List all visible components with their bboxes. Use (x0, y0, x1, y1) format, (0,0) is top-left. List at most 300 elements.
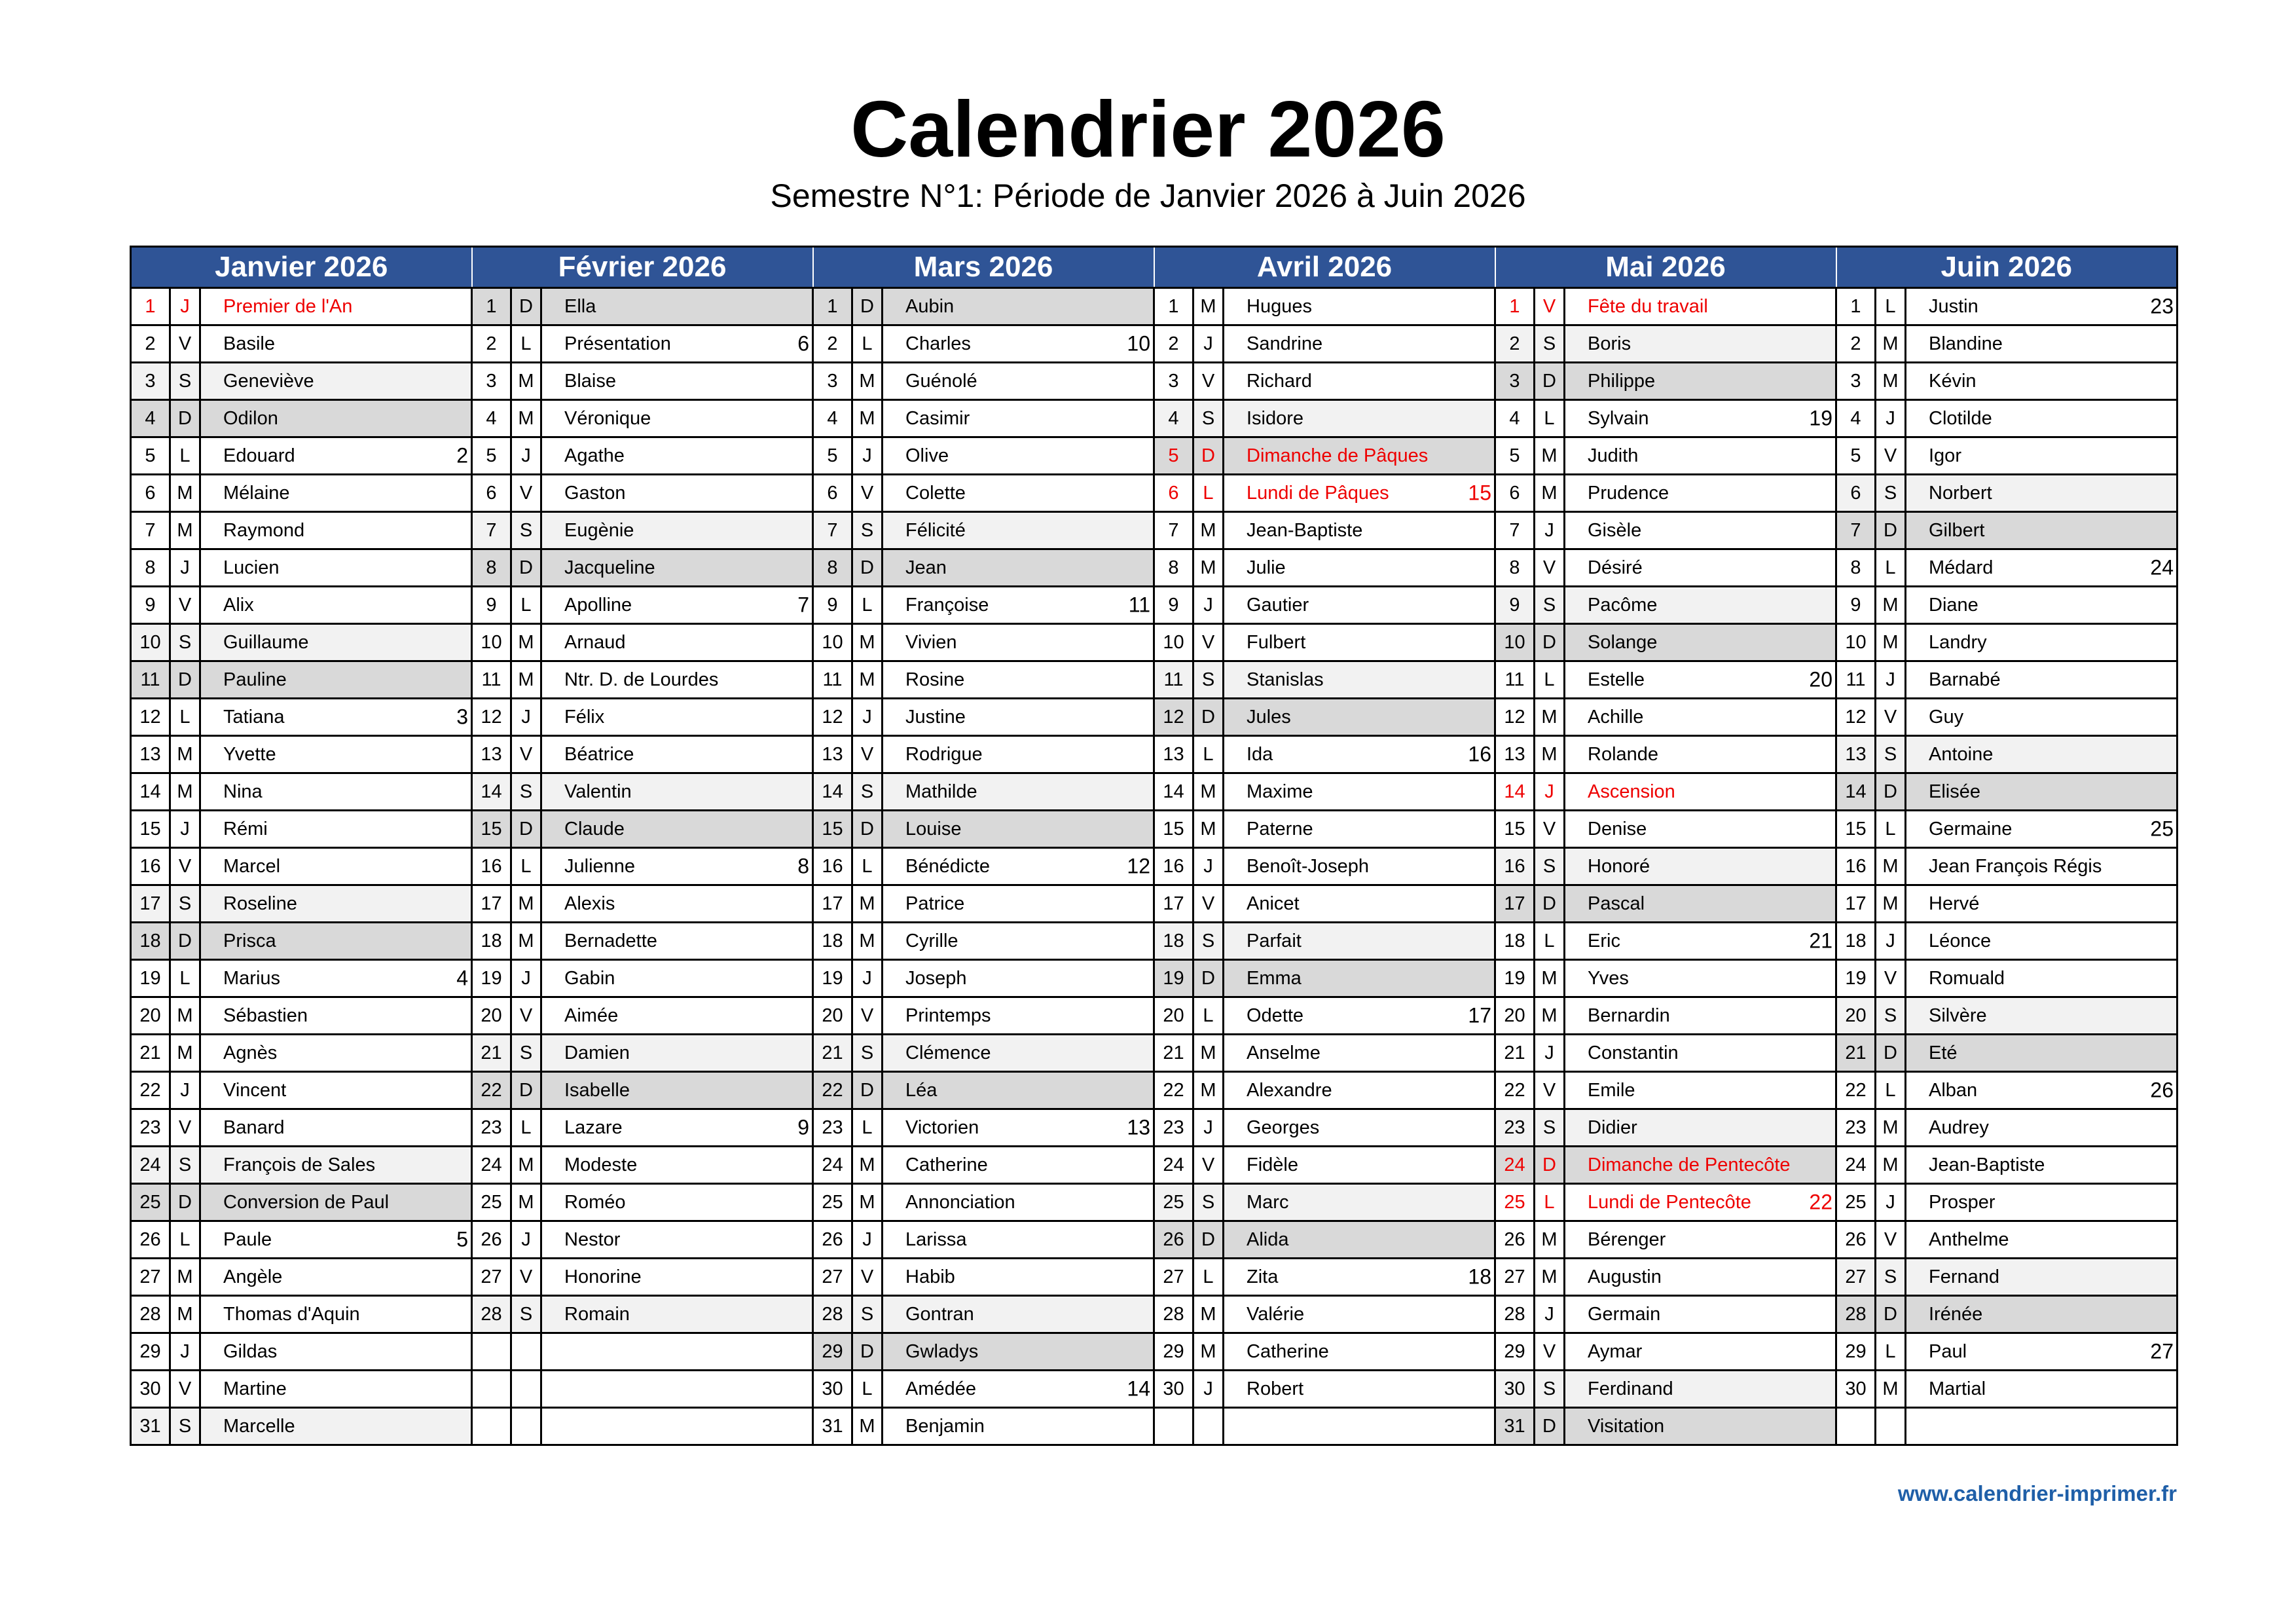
day-number: 5 (472, 437, 511, 475)
day-of-week: D (852, 288, 883, 325)
day-of-week: S (1535, 1109, 1565, 1147)
saint-name-label: Hervé (1929, 893, 1980, 914)
saint-name-label: Bernadette (564, 930, 657, 951)
day-saint-name (541, 549, 813, 587)
day-of-week: J (852, 1221, 883, 1259)
month-header-row (131, 247, 2178, 288)
day-of-week (511, 1333, 541, 1371)
day-number: 6 (1154, 475, 1194, 512)
day-saint-name (1224, 1035, 1495, 1072)
saint-name-label: Lundi de Pentecôte (1588, 1191, 1751, 1213)
saint-name-label: Rosine (905, 669, 965, 690)
day-of-week: V (1194, 1147, 1224, 1184)
saint-name-label: Raymond (223, 519, 305, 541)
day-number: 25 (131, 1184, 170, 1221)
saint-name-label: Sébastien (223, 1005, 308, 1026)
saint-name-label: Hugues (1247, 295, 1312, 317)
day-number: 14 (472, 773, 511, 811)
week-number: 12 (1127, 854, 1150, 878)
day-of-week: M (852, 885, 883, 923)
week-number: 3 (456, 705, 468, 729)
saint-name-label: Robert (1247, 1378, 1304, 1399)
day-of-week: M (852, 1184, 883, 1221)
day-saint-name (541, 1221, 813, 1259)
day-of-week: M (1535, 437, 1565, 475)
day-saint-name (541, 437, 813, 475)
day-saint-name (883, 624, 1154, 661)
day-of-week: J (1194, 1371, 1224, 1408)
day-saint-name (200, 512, 472, 549)
saint-name-label: Rodrigue (905, 743, 983, 765)
day-of-week: M (1535, 475, 1565, 512)
saint-name-label: Gisèle (1588, 519, 1642, 541)
day-number: 24 (131, 1147, 170, 1184)
day-saint-name (200, 1333, 472, 1371)
saint-name-label: Barnabé (1929, 669, 2001, 690)
day-saint-name (541, 1147, 813, 1184)
day-saint-name (1565, 1408, 1836, 1445)
day-number: 20 (1495, 997, 1535, 1035)
day-saint-name (541, 1072, 813, 1109)
day-number: 1 (472, 288, 511, 325)
day-of-week: M (1194, 549, 1224, 587)
day-of-week: V (1194, 363, 1224, 400)
saint-name-label: Marcelle (223, 1415, 295, 1437)
day-saint-name (1565, 325, 1836, 363)
saint-name-label: Prisca (223, 930, 276, 951)
saint-name-label: Catherine (1247, 1340, 1329, 1362)
day-of-week: M (511, 923, 541, 960)
day-of-week: S (511, 773, 541, 811)
saint-name-label: Fidèle (1247, 1154, 1298, 1175)
saint-name-label: Martine (223, 1378, 287, 1399)
day-of-week: M (511, 624, 541, 661)
day-number: 2 (472, 325, 511, 363)
day-of-week: M (1876, 1109, 1906, 1147)
day-saint-name (1565, 1147, 1836, 1184)
day-of-week: M (511, 400, 541, 437)
day-saint-name (1906, 400, 2178, 437)
day-number: 29 (1154, 1333, 1194, 1371)
day-number: 10 (472, 624, 511, 661)
day-of-week: D (511, 288, 541, 325)
day-saint-name (1224, 811, 1495, 848)
week-number: 26 (2150, 1078, 2174, 1102)
day-number: 3 (813, 363, 852, 400)
day-of-week: J (1194, 848, 1224, 885)
day-saint-name (883, 811, 1154, 848)
day-of-week: J (1535, 1035, 1565, 1072)
saint-name-label: Léonce (1929, 930, 1992, 951)
saint-name-label: Thomas d'Aquin (223, 1303, 360, 1325)
week-number: 16 (1468, 742, 1491, 766)
day-of-week: V (511, 1259, 541, 1296)
day-saint-name (1906, 773, 2178, 811)
day-saint-name (883, 1259, 1154, 1296)
day-number: 17 (131, 885, 170, 923)
saint-name-label: Eric (1588, 930, 1620, 951)
saint-name-label: Agathe (564, 445, 625, 466)
day-saint-name (200, 661, 472, 699)
day-number (472, 1333, 511, 1371)
day-of-week: S (511, 1296, 541, 1333)
day-saint-name (541, 848, 813, 885)
day-saint-name (1565, 1221, 1836, 1259)
day-saint-name (1565, 1184, 1836, 1221)
day-saint-name (883, 549, 1154, 587)
day-of-week: L (1876, 549, 1906, 587)
day-number: 10 (813, 624, 852, 661)
saint-name-label: Présentation (564, 333, 671, 354)
day-number: 23 (1495, 1109, 1535, 1147)
saint-name-label: Damien (564, 1042, 630, 1063)
saint-name-label: Apolline (564, 594, 632, 616)
day-saint-name (1565, 400, 1836, 437)
table-row (131, 885, 2178, 923)
day-saint-name (1906, 1035, 2178, 1072)
month-header: Mai 2026 (1495, 247, 1836, 288)
day-of-week: V (1876, 1221, 1906, 1259)
table-row (131, 1221, 2178, 1259)
day-saint-name (883, 1147, 1154, 1184)
day-saint-name (1565, 699, 1836, 736)
day-of-week: L (1194, 475, 1224, 512)
day-saint-name (200, 437, 472, 475)
day-number: 30 (131, 1371, 170, 1408)
saint-name-label: Ida (1247, 743, 1273, 765)
day-saint-name (200, 1184, 472, 1221)
day-saint-name (883, 512, 1154, 549)
saint-name-label: Prudence (1588, 482, 1669, 504)
day-saint-name (1224, 661, 1495, 699)
day-number: 25 (1154, 1184, 1194, 1221)
saint-name-label: Véronique (564, 407, 651, 429)
day-saint-name (1906, 699, 2178, 736)
day-number: 18 (1154, 923, 1194, 960)
day-of-week: D (1194, 437, 1224, 475)
day-of-week: J (1194, 587, 1224, 624)
day-of-week: S (511, 512, 541, 549)
day-of-week: J (511, 699, 541, 736)
day-of-week: D (1876, 1035, 1906, 1072)
day-of-week: D (1876, 512, 1906, 549)
day-number: 22 (472, 1072, 511, 1109)
day-of-week: M (852, 363, 883, 400)
saint-name-label: Geneviève (223, 370, 314, 392)
day-of-week: S (852, 773, 883, 811)
saint-name-label: Ntr. D. de Lourdes (564, 669, 719, 690)
day-of-week: D (1535, 363, 1565, 400)
day-number: 21 (131, 1035, 170, 1072)
day-saint-name (883, 587, 1154, 624)
day-of-week: S (1194, 923, 1224, 960)
day-number: 15 (131, 811, 170, 848)
saint-name-label: Amédée (905, 1378, 977, 1399)
day-number: 20 (1154, 997, 1194, 1035)
day-of-week: D (170, 1184, 200, 1221)
day-saint-name (1906, 1333, 2178, 1371)
day-of-week: V (1876, 960, 1906, 997)
table-row (131, 624, 2178, 661)
table-row (131, 811, 2178, 848)
day-number: 12 (472, 699, 511, 736)
saint-name-label: Paul (1929, 1340, 1967, 1362)
day-of-week: M (1876, 587, 1906, 624)
day-number: 28 (1836, 1296, 1876, 1333)
week-number: 21 (1809, 929, 1832, 953)
saint-name-label: Gildas (223, 1340, 278, 1362)
saint-name-label: Marcel (223, 855, 281, 877)
day-of-week: S (1535, 1371, 1565, 1408)
day-number: 2 (1836, 325, 1876, 363)
day-of-week: M (1876, 1147, 1906, 1184)
day-of-week: S (1876, 997, 1906, 1035)
saint-name-label: Jean-Baptiste (1247, 519, 1363, 541)
day-saint-name (1906, 997, 2178, 1035)
day-saint-name (1906, 923, 2178, 960)
day-of-week: V (511, 475, 541, 512)
saint-name-label: Pascal (1588, 893, 1645, 914)
day-saint-name (883, 1035, 1154, 1072)
saint-name-label: Alban (1929, 1079, 1978, 1101)
day-of-week: L (852, 325, 883, 363)
day-of-week: M (1194, 1035, 1224, 1072)
day-saint-name (1565, 736, 1836, 773)
saint-name-label: Roméo (564, 1191, 626, 1213)
day-number: 9 (472, 587, 511, 624)
table-row (131, 1296, 2178, 1333)
month-header: Juin 2026 (1836, 247, 2178, 288)
table-row (131, 997, 2178, 1035)
saint-name-label: Honoré (1588, 855, 1650, 877)
day-of-week: J (852, 699, 883, 736)
day-saint-name (1565, 848, 1836, 885)
day-number: 7 (1836, 512, 1876, 549)
day-of-week: M (852, 400, 883, 437)
day-saint-name (541, 400, 813, 437)
day-saint-name (541, 587, 813, 624)
day-number: 18 (1836, 923, 1876, 960)
day-saint-name (1565, 923, 1836, 960)
day-number: 10 (1154, 624, 1194, 661)
saint-name-label: Irénée (1929, 1303, 1983, 1325)
day-of-week: S (1194, 1184, 1224, 1221)
saint-name-label: Diane (1929, 594, 1978, 616)
day-of-week: S (1876, 736, 1906, 773)
day-number: 12 (813, 699, 852, 736)
saint-name-label: Blaise (564, 370, 616, 392)
day-of-week (511, 1408, 541, 1445)
table-row (131, 1109, 2178, 1147)
day-of-week (511, 1371, 541, 1408)
day-saint-name (1906, 1221, 2178, 1259)
day-of-week: V (852, 475, 883, 512)
saint-name-label: Benoît-Joseph (1247, 855, 1370, 877)
day-of-week: D (511, 1072, 541, 1109)
day-number: 19 (131, 960, 170, 997)
day-of-week: V (1535, 811, 1565, 848)
day-saint-name (883, 437, 1154, 475)
day-saint-name (1565, 288, 1836, 325)
day-of-week: S (170, 624, 200, 661)
day-of-week: M (1194, 1333, 1224, 1371)
day-saint-name (883, 885, 1154, 923)
day-number: 24 (472, 1147, 511, 1184)
day-saint-name (883, 1184, 1154, 1221)
saint-name-label: Prosper (1929, 1191, 1995, 1213)
day-number: 26 (131, 1221, 170, 1259)
saint-name-label: Isabelle (564, 1079, 630, 1101)
day-of-week: D (170, 923, 200, 960)
day-of-week: L (1535, 923, 1565, 960)
day-number: 15 (1495, 811, 1535, 848)
saint-name-label: Habib (905, 1266, 955, 1287)
saint-name-label: Benjamin (905, 1415, 985, 1437)
day-of-week: V (852, 1259, 883, 1296)
day-of-week: D (170, 661, 200, 699)
day-number: 20 (813, 997, 852, 1035)
week-number: 11 (1128, 593, 1150, 617)
saint-name-label: Fulbert (1247, 631, 1306, 653)
saint-name-label: Audrey (1929, 1116, 1989, 1138)
day-of-week: J (170, 288, 200, 325)
day-number: 26 (1154, 1221, 1194, 1259)
day-saint-name (1224, 1259, 1495, 1296)
day-of-week: S (170, 363, 200, 400)
day-of-week: M (1194, 773, 1224, 811)
day-number: 19 (1836, 960, 1876, 997)
day-number: 14 (813, 773, 852, 811)
day-of-week: M (170, 997, 200, 1035)
day-saint-name (883, 1333, 1154, 1371)
day-of-week: L (1194, 736, 1224, 773)
footer-website[interactable]: www.calendrier-imprimer.fr (1897, 1481, 2177, 1505)
day-of-week: J (1535, 1296, 1565, 1333)
day-number: 4 (472, 400, 511, 437)
week-number: 7 (797, 593, 809, 617)
day-saint-name (1565, 363, 1836, 400)
day-number: 13 (1836, 736, 1876, 773)
saint-name-label: Valentin (564, 781, 632, 802)
day-number: 10 (131, 624, 170, 661)
day-saint-name (883, 699, 1154, 736)
saint-name-label: Constantin (1588, 1042, 1679, 1063)
day-number: 16 (1495, 848, 1535, 885)
day-of-week: D (511, 811, 541, 848)
day-number: 29 (813, 1333, 852, 1371)
day-saint-name (1565, 437, 1836, 475)
day-saint-name (883, 1109, 1154, 1147)
saint-name-label: Visitation (1588, 1415, 1665, 1437)
saint-name-label: Gontran (905, 1303, 974, 1325)
day-saint-name (200, 1408, 472, 1445)
day-of-week: M (852, 1147, 883, 1184)
day-of-week: L (852, 1371, 883, 1408)
day-of-week: V (170, 848, 200, 885)
saint-name-label: Georges (1247, 1116, 1320, 1138)
saint-name-label: Valérie (1247, 1303, 1305, 1325)
saint-name-label: Printemps (905, 1005, 991, 1026)
day-of-week: S (170, 885, 200, 923)
day-number: 23 (1154, 1109, 1194, 1147)
week-number: 14 (1127, 1376, 1150, 1401)
day-saint-name (1906, 624, 2178, 661)
day-of-week: J (1876, 400, 1906, 437)
day-number: 3 (1154, 363, 1194, 400)
saint-name-label: Aubin (905, 295, 955, 317)
day-saint-name (1224, 699, 1495, 736)
day-of-week: M (1194, 288, 1224, 325)
day-saint-name (1906, 1072, 2178, 1109)
saint-name-label: Isidore (1247, 407, 1304, 429)
day-saint-name (200, 1147, 472, 1184)
saint-name-label: Mélaine (223, 482, 290, 504)
day-saint-name (541, 1333, 813, 1371)
day-number: 3 (472, 363, 511, 400)
table-row (131, 1371, 2178, 1408)
day-saint-name (883, 773, 1154, 811)
day-saint-name (1224, 400, 1495, 437)
day-of-week: M (852, 624, 883, 661)
day-saint-name (883, 960, 1154, 997)
day-of-week (1876, 1408, 1906, 1445)
day-of-week: S (1535, 325, 1565, 363)
day-of-week: M (1876, 325, 1906, 363)
saint-name-label: Dimanche de Pâques (1247, 445, 1429, 466)
day-number: 28 (813, 1296, 852, 1333)
day-number (1836, 1408, 1876, 1445)
day-saint-name (200, 624, 472, 661)
saint-name-label: Edouard (223, 445, 295, 466)
day-number: 2 (131, 325, 170, 363)
day-of-week: L (511, 587, 541, 624)
day-number: 21 (1154, 1035, 1194, 1072)
day-number: 15 (813, 811, 852, 848)
day-of-week (1194, 1408, 1224, 1445)
saint-name-label: Ascension (1588, 781, 1675, 802)
day-number: 18 (1495, 923, 1535, 960)
day-of-week: D (852, 1333, 883, 1371)
saint-name-label: Catherine (905, 1154, 988, 1175)
day-number: 16 (131, 848, 170, 885)
saint-name-label: Anselme (1247, 1042, 1321, 1063)
day-saint-name (200, 1072, 472, 1109)
day-of-week: L (1535, 1184, 1565, 1221)
day-number (1154, 1408, 1194, 1445)
day-saint-name (1224, 1147, 1495, 1184)
day-saint-name (200, 811, 472, 848)
day-saint-name (1565, 549, 1836, 587)
saint-name-label: Angèle (223, 1266, 283, 1287)
day-of-week: V (170, 587, 200, 624)
day-of-week: D (1535, 885, 1565, 923)
day-number: 21 (813, 1035, 852, 1072)
day-saint-name (1565, 661, 1836, 699)
week-number: 22 (1809, 1190, 1832, 1214)
saint-name-label: Clotilde (1929, 407, 1992, 429)
day-number: 8 (813, 549, 852, 587)
day-number: 13 (131, 736, 170, 773)
table-row (131, 736, 2178, 773)
saint-name-label: Aymar (1588, 1340, 1643, 1362)
day-saint-name (200, 549, 472, 587)
day-of-week: V (852, 736, 883, 773)
saint-name-label: Claude (564, 818, 625, 840)
day-of-week: L (852, 848, 883, 885)
day-number: 12 (1154, 699, 1194, 736)
day-number: 4 (1495, 400, 1535, 437)
day-number: 4 (1836, 400, 1876, 437)
